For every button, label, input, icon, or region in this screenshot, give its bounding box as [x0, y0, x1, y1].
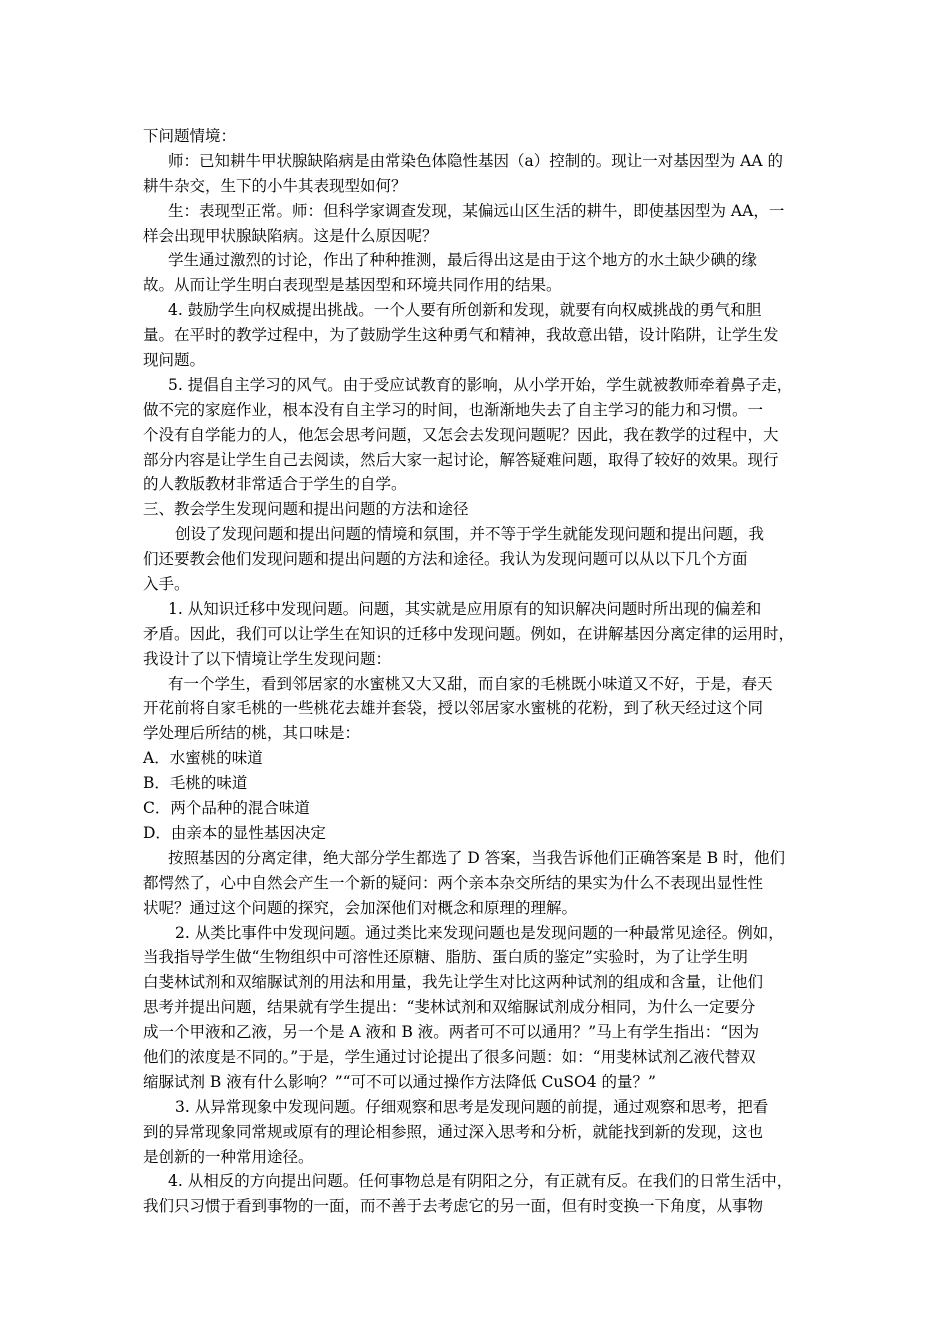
text-line: A．水蜜桃的味道: [143, 749, 263, 768]
text-line: 思考并提出问题，结果就有学生提出：“斐林试剂和双缩脲试剂成分相同，为什么一定要分: [143, 998, 756, 1017]
text-line: 缩脲试剂 B 液有什么影响？”“可不可以通过操作方法降低 CuSO4 的量？”: [143, 1072, 656, 1091]
text-line: 4. 从相反的方向提出问题。任何事物总是有阴阳之分，有正就有反。在我们的日常生活中，: [168, 1172, 793, 1191]
text-line: 创设了发现问题和提出问题的情境和氛围，并不等于学生就能发现问题和提出问题，我: [175, 525, 765, 544]
text-line: C．两个品种的混合味道: [143, 799, 310, 818]
text-line: 按照基因的分离定律，绝大部分学生都选了 D 答案，当我告诉他们正确答案是 B 时，他们: [168, 848, 786, 867]
document-page: [143, 124, 815, 1219]
text-line: B．毛桃的味道: [143, 774, 248, 793]
text-line: 2. 从类比事件中发现问题。通过类比来发现问题也是发现问题的一种最常见途径。例如，: [175, 923, 784, 942]
text-line: 当我指导学生做“生物组织中可溶性还原糖、脂肪、蛋白质的鉴定”实验时，为了让学生明: [143, 948, 748, 967]
text-line: 开花前将自家毛桃的一些桃花去雄并套袋，授以邻居家水蜜桃的花粉，到了秋天经过这个同: [143, 699, 764, 718]
text-line: 个没有自学能力的人，他怎会思考问题，又怎会去发现问题呢？因此，我在教学的过程中，大: [143, 425, 779, 444]
text-line: 到的异常现象同常规或原有的理论相参照，通过深入思考和分析，就能找到新的发现，这也: [143, 1122, 764, 1141]
text-line: 我设计了以下情境让学生发现问题：: [143, 649, 392, 668]
text-line: 成一个甲液和乙液，另一个是 A 液和 B 液。两者可不可以通用？”马上有学生指出：“因为: [143, 1023, 760, 1042]
text-line: 现问题。: [143, 351, 206, 370]
text-line: 入手。: [143, 575, 190, 594]
text-line: D．由亲本的显性基因决定: [143, 823, 326, 842]
text-line: 样会出现甲状腺缺陷病。这是什么原因呢？: [143, 226, 438, 245]
text-line: 白斐林试剂和双缩脲试剂的用法和用量，我先让学生对比这两种试剂的组成和含量，让他们: [143, 973, 764, 992]
text-line: 生：表现型正常。师：但科学家调查发现，某偏远山区生活的耕牛，即使基因型为 AA，一: [168, 201, 785, 220]
text-line: 4. 鼓励学生向权威提出挑战。一个人要有所创新和发现，就要有向权威挑战的勇气和胆: [168, 301, 762, 320]
text-line: 的人教版教材非常适合于学生的自学。: [143, 475, 407, 494]
text-line: 学处理后所结的桃，其口味是：: [143, 724, 361, 743]
text-line: 1. 从知识迁移中发现问题。问题，其实就是应用原有的知识解决问题时所出现的偏差和: [168, 599, 762, 618]
text-line: 3. 从异常现象中发现问题。仔细观察和思考是发现问题的前提，通过观察和思考，把看: [175, 1097, 769, 1116]
text-line: 下问题情境：: [143, 127, 237, 145]
text-line: 三、教会学生发现问题和提出问题的方法和途径: [143, 500, 469, 519]
text-line: 部分内容是让学生自己去阅读，然后大家一起讨论，解答疑难问题，取得了较好的效果。现行: [143, 450, 779, 469]
text-line: 他们的浓度是不同的。”于是，学生通过讨论提出了很多问题：如：“用斐林试剂乙液代替双: [143, 1047, 756, 1066]
text-line: 师：已知耕牛甲状腺缺陷病是由常染色体隐性基因（a）控制的。现让一对基因型为 AA 的: [168, 151, 783, 170]
text-line: 们还要教会他们发现问题和提出问题的方法和途径。我认为发现问题可以从以下几个方面: [143, 550, 748, 569]
text-line: 故。从而让学生明白表现型是基因型和环境共同作用的结果。: [143, 276, 562, 295]
text-line: 有一个学生，看到邻居家的水蜜桃又大又甜，而自家的毛桃既小味道又不好，于是，春天: [168, 674, 773, 693]
text-line: 矛盾。因此，我们可以让学生在知识的迁移中发现问题。例如，在讲解基因分离定律的运用时，: [143, 624, 795, 643]
text-line: 做不完的家庭作业，根本没有自主学习的时间，也渐渐地失去了自主学习的能力和习惯。一: [143, 400, 764, 419]
text-line: 学生通过激烈的讨论，作出了种种推测，最后得出这是由于这个地方的水土缺少碘的缘: [168, 251, 758, 270]
text-line: 是创新的一种常用途径。: [143, 1147, 314, 1166]
text-line: 都愕然了，心中自然会产生一个新的疑问：两个亲本杂交所结的果实为什么不表现出显性性: [143, 873, 764, 892]
text-line: 我们只习惯于看到事物的一面，而不善于去考虑它的另一面，但有时变换一下角度，从事物: [143, 1197, 764, 1216]
text-line: 耕牛杂交，生下的小牛其表现型如何？: [143, 176, 407, 195]
text-line: 量。在平时的教学过程中，为了鼓励学生这种勇气和精神，我故意出错，设计陷阱，让学生发: [143, 326, 779, 345]
text-line: 状呢？通过这个问题的探究，会加深他们对概念和原理的理解。: [143, 898, 578, 917]
text-line: 5. 提倡自主学习的风气。由于受应试教育的影响，从小学开始，学生就被教师牵着鼻子走，: [168, 375, 793, 394]
